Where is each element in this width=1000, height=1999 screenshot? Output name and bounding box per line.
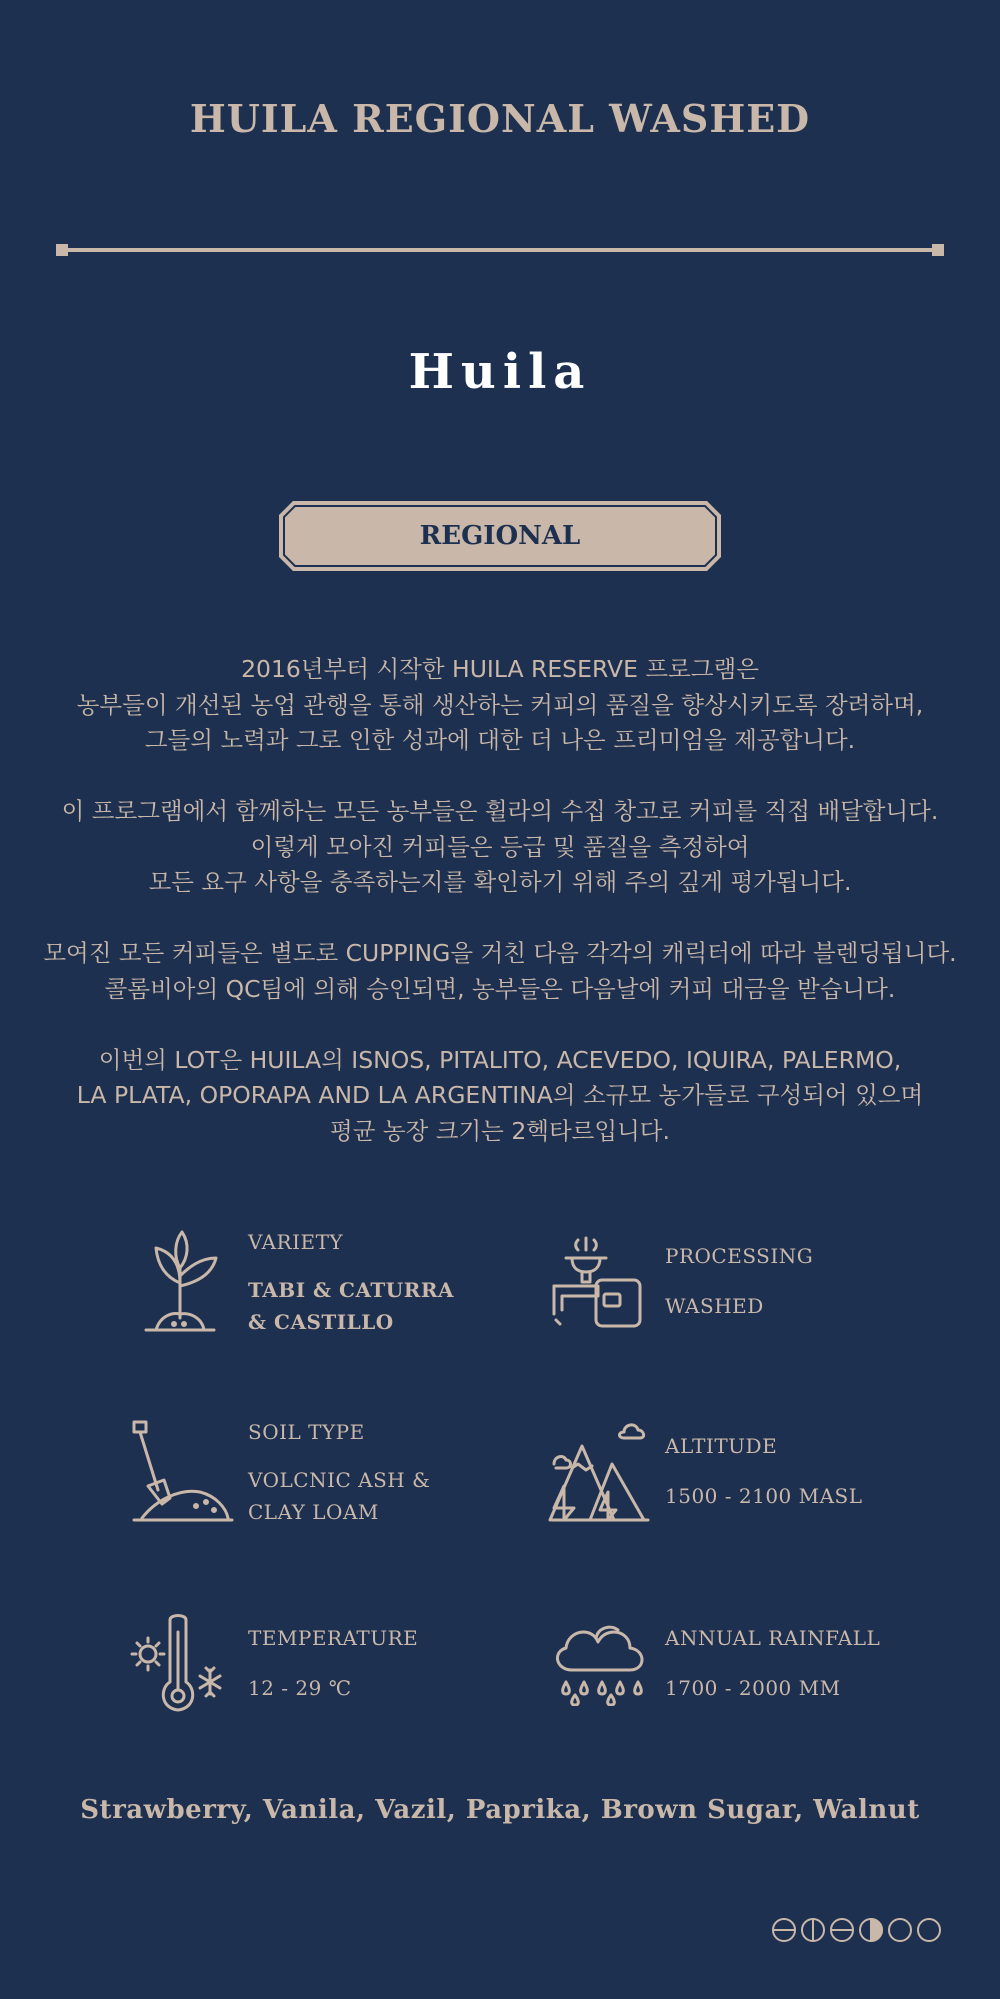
variety-value-line2: & CASTILLO: [248, 1310, 394, 1334]
processing-label: PROCESSING: [665, 1244, 814, 1268]
divider-end-left: [56, 244, 68, 256]
description-paragraph-3: 모여진 모든 커피들은 별도로 CUPPING을 거친 다음 각각의 캐릭터에 따라 블렌딩됩니다. 콜롬비아의 QC팀에 의해 승인되면, 농부들은 다음날에 커피 대금을 받습니다.: [43, 939, 957, 1003]
altitude-label: ALTITUDE: [665, 1434, 778, 1458]
shovel-soil-icon: [128, 1420, 234, 1524]
soil-value-line1: VOLCNIC ASH &: [248, 1468, 431, 1492]
rainfall-value: 1700 - 2000 MM: [665, 1676, 841, 1700]
rainfall-label: ANNUAL RAINFALL: [665, 1626, 881, 1650]
altitude-value: 1500 - 2100 MASL: [665, 1484, 863, 1508]
page-title: HUILA REGIONAL WASHED: [189, 96, 811, 141]
divider-end-right: [932, 244, 944, 256]
moon-phase-icons: [770, 1916, 946, 1944]
temperature-value: 12 - 29 ℃: [248, 1676, 352, 1700]
flavor-notes: Strawberry, Vanila, Vazil, Paprika, Brown Sugar, Walnut: [80, 1795, 920, 1825]
variety-value-line1: TABI & CATURRA: [248, 1278, 454, 1302]
soil-label: SOIL TYPE: [248, 1420, 365, 1444]
processing-value: WASHED: [665, 1294, 764, 1318]
description: [0, 652, 1000, 1185]
soil-value-line2: CLAY LOAM: [248, 1500, 379, 1524]
mountain-icon: [548, 1420, 650, 1524]
plant-sprout-icon: [138, 1228, 222, 1334]
temperature-label: TEMPERATURE: [248, 1626, 419, 1650]
region-name: Huila: [408, 344, 592, 400]
description-paragraph-1: 2016년부터 시작한 HUILA RESERVE 프로그램은 농부들이 개선된 농업 관행을 통해 생산하는 커피의 품질을 향상시키도록 장려하며, 그들의 노력과 그로 인한 성과에 대한 더 나은 프리미엄을 제공합니다.: [76, 655, 924, 754]
rain-cloud-icon: [548, 1618, 652, 1706]
description-paragraph-2: 이 프로그램에서 함께하는 모든 농부들은 휠라의 수집 창고로 커피를 직접 배달합니다. 이렇게 모아진 커피들은 등급 및 품질을 측정하여 모든 요구 사항을 충족하는지를 확인하기 위해 주의 깊게 평가됩니다.: [61, 797, 939, 896]
description-paragraph-4: 이번의 LOT은 HUILA의 ISNOS, PITALITO, ACEVEDO, IQUIRA, PALERMO, LA PLATA, OPORAPA AND LA ARGENTINA의 소규모 농가들로 구성되어 있으며 평균 농장 크기는 2헥타르입니다.: [76, 1045, 924, 1145]
regional-badge: REGIONAL: [419, 521, 581, 551]
variety-label: VARIETY: [248, 1230, 344, 1254]
divider-line: [62, 248, 938, 252]
thermometer-icon: [130, 1612, 234, 1716]
washing-station-icon: [548, 1236, 650, 1328]
